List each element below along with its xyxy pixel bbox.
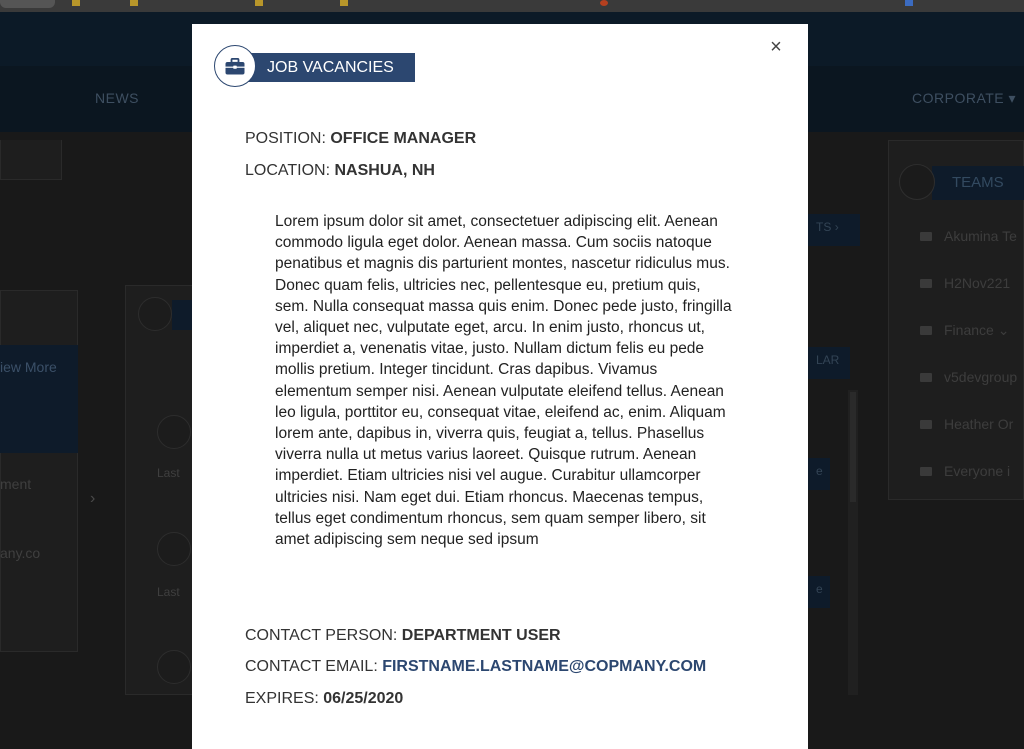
bookmark-folder-icon[interactable]	[130, 0, 138, 6]
browser-bookmarks-bar	[0, 0, 1024, 12]
contact-email-label: CONTACT EMAIL:	[245, 658, 383, 675]
last-modified-label: Last	[157, 466, 180, 480]
action-button[interactable]: e	[808, 576, 830, 608]
scrollbar-thumb[interactable]	[850, 392, 856, 502]
contact-email-field	[245, 658, 706, 676]
left-card	[0, 140, 62, 180]
contact-person-value: DEPARTMENT USER	[401, 627, 561, 644]
popular-button[interactable]: LAR	[808, 347, 850, 379]
results-button[interactable]	[808, 214, 860, 246]
view-more-link[interactable]: iew More	[0, 359, 57, 375]
location-field	[245, 162, 435, 180]
expires-label: EXPIRES:	[245, 690, 324, 707]
folder-icon	[920, 420, 932, 429]
folder-icon	[920, 232, 932, 241]
team-item[interactable]: Heather Or	[944, 416, 1014, 432]
side-text: ment	[0, 476, 32, 492]
folder-icon	[920, 279, 932, 288]
chevron-right-icon[interactable]: ›	[90, 490, 96, 507]
team-item[interactable]	[944, 322, 1009, 339]
results-button-label: TS	[816, 220, 832, 234]
contact-person-field	[245, 627, 561, 645]
file-icon	[157, 650, 191, 684]
action-button[interactable]: e	[808, 458, 830, 490]
location-label: LOCATION:	[245, 162, 335, 179]
bookmark-folder-icon[interactable]	[255, 0, 263, 6]
bookmark-folder-icon[interactable]	[340, 0, 348, 6]
bookmark-site-icon[interactable]	[600, 0, 608, 6]
position-value: OFFICE MANAGER	[330, 130, 477, 147]
bookmark-site-icon[interactable]	[905, 0, 913, 6]
team-item[interactable]: Akumina Te	[944, 228, 1017, 244]
nav-corporate-label: CORPORATE	[912, 90, 1005, 106]
team-item[interactable]: H2Nov221	[944, 275, 1011, 291]
folder-icon	[920, 467, 932, 476]
folder-icon	[920, 373, 932, 382]
panel-header	[172, 300, 194, 330]
chevron-down-icon: ⌄	[997, 322, 1010, 338]
file-icon	[157, 415, 191, 449]
chevron-right-icon: ›	[834, 220, 839, 234]
browser-tab[interactable]	[0, 0, 55, 8]
briefcase-icon	[214, 45, 256, 87]
side-text: any.co	[0, 545, 41, 561]
team-item[interactable]: v5devgroup	[944, 369, 1018, 385]
expires-field	[245, 690, 403, 708]
team-item-label: Finance	[944, 322, 994, 338]
contact-email-link[interactable]: FIRSTNAME.LASTNAME@COPMANY.COM	[382, 658, 707, 675]
chevron-down-icon: ▾	[1008, 90, 1017, 106]
nav-link-corporate[interactable]	[912, 90, 1016, 107]
close-icon[interactable]: ×	[770, 36, 782, 58]
folder-icon	[920, 326, 932, 335]
last-modified-label: Last	[157, 585, 180, 599]
view-more-block[interactable]	[0, 345, 78, 453]
teams-header: TEAMS	[932, 166, 1024, 200]
location-value: NASHUA, NH	[334, 162, 435, 179]
document-icon	[138, 297, 172, 331]
nav-link-news[interactable]: NEWS	[95, 90, 139, 106]
team-item[interactable]: Everyone i	[944, 463, 1011, 479]
job-description: Lorem ipsum dolor sit amet, consectetuer adipiscing elit. Aenean commodo ligula eget dolor. Aenean massa. Cum sociis natoque penatibus et magnis dis parturient montes, nascetur ridiculus mus. Donec quam felis, ultricies nec, pellentesque eu, pretium quis, sem. Nulla consequat massa quis enim. Donec pede justo, fringilla vel, aliquet nec, vulputate eget, arcu. In enim justo, rhoncus ut, imperdiet a, venenatis vitae, justo. Nullam dictum felis eu pede mollis pretium. Integer tincidunt. Cras dapibus. Vivamus elementum semper nisi. Aenean vulputate eleifend tellus. Aenean leo ligula, porttitor eu, consequat vitae, eleifend ac, enim. Aliquam lorem ante, dapibus in, viverra quis, feugiat a, tellus. Phasellus viverra nulla ut metus varius laoreet. Quisque rutrum. Aenean imperdiet. Etiam ultricies nisi vel augue. Curabitur ullamcorper ultricies nisi. Nam eget dui. Etiam rhoncus. Maecenas tempus, tellus eget condimentum rhoncus, sem quam semper libero, sit amet adipiscing sem neque sed ipsum	[275, 213, 732, 549]
position-field	[245, 130, 476, 148]
users-icon	[899, 164, 935, 200]
expires-value: 06/25/2020	[323, 690, 404, 707]
file-icon	[157, 532, 191, 566]
position-label: POSITION:	[245, 130, 331, 147]
contact-person-label: CONTACT PERSON:	[245, 627, 402, 644]
modal-title: JOB VACANCIES	[236, 53, 415, 82]
bookmark-folder-icon[interactable]	[72, 0, 80, 6]
middle-panel	[125, 285, 193, 695]
